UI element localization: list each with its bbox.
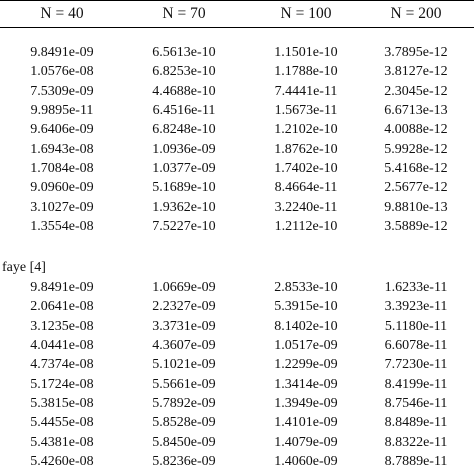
- table-cell: 9.6406e-09: [30, 122, 94, 138]
- table-cell: 3.5889e-12: [384, 219, 448, 235]
- table-cell: 3.3731e-09: [152, 318, 216, 334]
- table-cell: 1.4079e-09: [274, 434, 338, 450]
- table-cell: 5.1021e-09: [152, 357, 216, 373]
- table-cell: 2.2327e-09: [152, 299, 216, 315]
- table-cell: 4.0088e-12: [384, 122, 448, 138]
- header-bottom-rule: [0, 27, 474, 28]
- table-cell: 3.1027e-09: [30, 199, 94, 215]
- table-cell: 2.0641e-08: [30, 299, 94, 315]
- table-cell: 7.7230e-11: [384, 357, 448, 373]
- table-cell: 9.8491e-09: [30, 45, 94, 60]
- table-cell: 4.4688e-10: [152, 83, 216, 99]
- table-cell: 1.3949e-09: [274, 396, 338, 412]
- table-cell: 9.9895e-11: [30, 103, 94, 119]
- table-row: [0, 375, 474, 394]
- table-cell: 1.5673e-11: [274, 103, 338, 119]
- table-cell: 1.0377e-09: [152, 161, 216, 177]
- table-cell: 8.8489e-11: [384, 415, 448, 431]
- table-cell: 1.2102e-10: [274, 122, 338, 138]
- column-header: N = 200: [390, 5, 442, 22]
- table-row: [0, 120, 474, 139]
- table-row: [0, 433, 474, 452]
- table-row: [0, 198, 474, 217]
- table-cell: 8.7889e-11: [384, 454, 448, 470]
- table-row: [0, 336, 474, 355]
- table-header-row: [0, 4, 474, 23]
- table-row: [0, 82, 474, 101]
- table-cell: 1.3554e-08: [30, 219, 94, 235]
- section-label: faye [4]: [2, 260, 46, 275]
- table-cell: 7.4441e-11: [274, 83, 338, 99]
- table-cell: 7.5227e-10: [152, 219, 216, 235]
- table-cell: 3.1235e-08: [30, 318, 94, 334]
- table-cell: 4.0441e-08: [30, 338, 94, 354]
- table-cell: 8.4199e-11: [384, 376, 448, 392]
- table-row: [0, 413, 474, 432]
- table-cell: 5.1724e-08: [30, 376, 94, 392]
- table-row: [0, 159, 474, 178]
- table-cell: 8.1402e-10: [274, 318, 338, 334]
- table-cell: 2.5677e-12: [384, 180, 448, 196]
- column-header: N = 70: [162, 5, 206, 22]
- table-cell: 1.7084e-08: [30, 161, 94, 177]
- table-row: [0, 178, 474, 197]
- table-cell: 7.5309e-09: [30, 83, 94, 99]
- table-cell: 1.0576e-08: [30, 64, 94, 80]
- table-row: [0, 278, 474, 297]
- table-cell: 8.4664e-11: [274, 180, 338, 196]
- table-cell: 4.3607e-09: [152, 338, 216, 354]
- column-header: N = 100: [280, 5, 332, 22]
- table-cell: 2.8533e-10: [274, 280, 338, 295]
- table-cell: 6.6713e-13: [384, 103, 448, 119]
- table-cell: 9.8491e-09: [30, 280, 94, 295]
- table-cell: 2.3045e-12: [384, 83, 448, 99]
- table-cell: 1.4060e-09: [274, 454, 338, 470]
- table-cell: 6.5613e-10: [152, 45, 216, 60]
- table-cell: 5.3815e-08: [30, 396, 94, 412]
- table-cell: 5.4381e-08: [30, 434, 94, 450]
- table-cell: 6.4516e-11: [152, 103, 216, 119]
- table-cell: 6.8253e-10: [152, 64, 216, 80]
- table-cell: 1.0517e-09: [274, 338, 338, 354]
- table-row: [0, 101, 474, 120]
- table-cell: 8.7546e-11: [384, 396, 448, 412]
- table-cell: 6.6078e-11: [384, 338, 448, 354]
- table-cell: 5.4168e-12: [384, 161, 448, 177]
- table-cell: 1.0669e-09: [152, 280, 216, 295]
- table-cell: 1.1501e-10: [274, 45, 338, 60]
- section-label-row: [0, 258, 474, 277]
- table-cell: 1.4101e-09: [274, 415, 338, 431]
- table-cell: 1.1788e-10: [274, 64, 338, 80]
- table-cell: 5.8450e-09: [152, 434, 216, 450]
- table-cell: 5.1180e-11: [384, 318, 448, 334]
- table-cell: 1.8762e-10: [274, 141, 338, 157]
- table-cell: 3.3923e-11: [384, 299, 448, 315]
- table-row: [0, 317, 474, 336]
- table-cell: 9.8810e-13: [384, 199, 448, 215]
- table-cell: 1.3414e-09: [274, 376, 338, 392]
- table-cell: 6.8248e-10: [152, 122, 216, 138]
- table-top-rule: [0, 0, 474, 1]
- table-row: [0, 394, 474, 413]
- table-cell: 5.7892e-09: [152, 396, 216, 412]
- table-cell: 9.0960e-09: [30, 180, 94, 196]
- table-row: [0, 452, 474, 471]
- table-row: [0, 62, 474, 81]
- table-cell: 5.9928e-12: [384, 141, 448, 157]
- table-cell: 3.8127e-12: [384, 64, 448, 80]
- table-cell: 3.2240e-11: [274, 199, 338, 215]
- table-cell: 1.2112e-10: [274, 219, 338, 235]
- table-cell: 1.2299e-09: [274, 357, 338, 373]
- table-cell: 1.7402e-10: [274, 161, 338, 177]
- table-cell: 5.8528e-09: [152, 415, 216, 431]
- table-row: [0, 43, 474, 62]
- table-cell: 1.9362e-10: [152, 199, 216, 215]
- table-cell: 8.8322e-11: [384, 434, 448, 450]
- table-cell: 4.7374e-08: [30, 357, 94, 373]
- table-cell: 1.6943e-08: [30, 141, 94, 157]
- table-cell: 5.1689e-10: [152, 180, 216, 196]
- table-cell: 5.4455e-08: [30, 415, 94, 431]
- table-row: [0, 297, 474, 316]
- table-row: [0, 140, 474, 159]
- table-cell: 1.0936e-09: [152, 141, 216, 157]
- table-cell: 5.3915e-10: [274, 299, 338, 315]
- column-header: N = 40: [40, 5, 84, 22]
- table-cell: 3.7895e-12: [384, 45, 448, 60]
- table-cell: 5.5661e-09: [152, 376, 216, 392]
- table-row: [0, 217, 474, 236]
- table-cell: 1.6233e-11: [384, 280, 448, 295]
- table-cell: 5.8236e-09: [152, 454, 216, 470]
- table-cell: 5.4260e-08: [30, 454, 94, 470]
- table-row: [0, 355, 474, 374]
